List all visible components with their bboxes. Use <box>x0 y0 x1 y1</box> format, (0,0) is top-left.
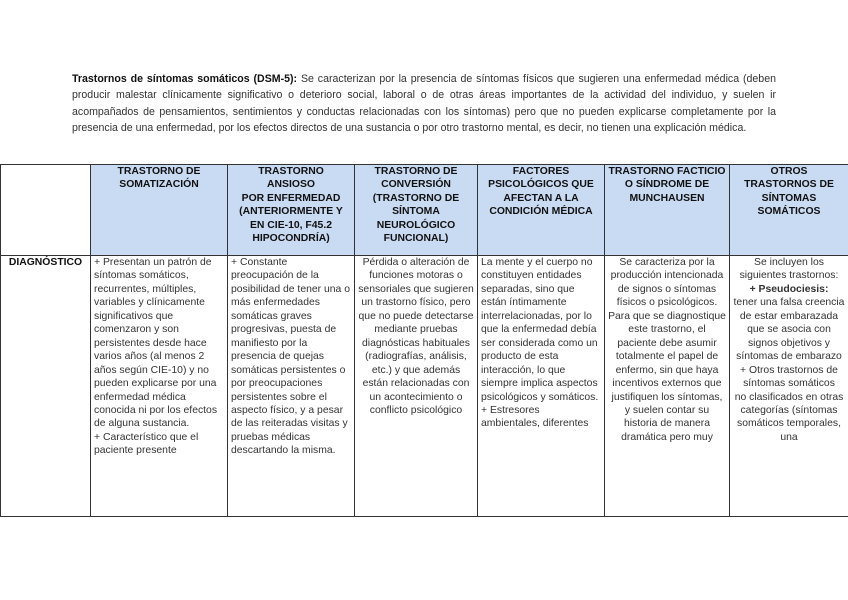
header-ansioso-rest: POR ENFERMEDAD (ANTERIORMENTE Y EN CIE-10, F45.2 HIPOCONDRÍA) <box>239 192 343 245</box>
cell-otros <box>730 256 848 517</box>
intro-paragraph <box>72 71 776 136</box>
corner-cell <box>1 165 91 256</box>
header-conversion: TRASTORNO DE CONVERSIÓN (TRASTORNO DE SÍNTOMA NEUROLÓGICO FUNCIONAL) <box>355 165 478 256</box>
cell-otros-pseudociesis: + Pseudociesis: <box>749 283 829 295</box>
intro-title: Trastornos de síntomas somáticos (DSM-5): <box>72 73 298 85</box>
intro-text: Se caracterizan por la presencia de síntomas físicos que sugieren una enfermedad médica (deben producir malestar clínicamente significativo o deterioro social, laboral o de otras áreas importantes de la actividad del individuo, y suelen ir acompañados de pensamientos, sentimientos y conductas relacionadas con los síntomas) pero que no pueden explicarse completamente por la presencia de una enfermedad, por los efectos directos de una sustancia o por otro trastorno mental, es decir, no tienen una explicación médica. <box>72 73 776 134</box>
header-ansioso <box>228 165 355 256</box>
header-ansioso-line2: ANSIOSO <box>267 179 315 191</box>
cell-otros-intro: Se incluyen los siguientes trastornos: <box>739 257 839 282</box>
cell-facticio: Se caracteriza por la producción intencionada de signos o síntomas físicos o psicológicos. Para que se diagnostique este trastorno, el paciente debe asumir totalmente el papel de enfermo, sin que haya incentivos externos que justifiquen los síntomas, y suelen contar su historia de manera dramática pero muy <box>605 256 730 517</box>
cell-somatizacion: + Presentan un patrón de síntomas somáticos, recurrentes, múltiples, variables y clínicamente significativos que comenzaron y son persistentes desde hace varios años (al menos 2 años según CIE-10) y no pueden explicarse por una enfermedad médica conocida ni por los efectos de alguna sustancia. + Característico que el paciente presente <box>91 256 228 517</box>
header-ansioso-line1: TRASTORNO <box>258 166 324 177</box>
header-otros: OTROS TRASTORNOS DE SÍNTOMAS SOMÁTICOS <box>730 165 848 256</box>
diagnostico-row <box>1 256 848 517</box>
cell-factores: La mente y el cuerpo no constituyen entidades separadas, sino que están íntimamente interrelacionadas, por lo que la enfermedad debía ser considerada como un producto de esta interacción, lo que siempre implica aspectos psicológicos y somáticos. + Estresores ambientales, diferentes <box>478 256 605 517</box>
header-row <box>1 165 848 256</box>
somatic-disorders-table <box>0 164 848 517</box>
header-somatizacion: TRASTORNO DE SOMATIZACIÓN <box>91 165 228 256</box>
header-factores: FACTORES PSICOLÓGICOS QUE AFECTAN A LA CONDICIÓN MÉDICA <box>478 165 605 256</box>
cell-conversion: Pérdida o alteración de funciones motoras o sensoriales que sugieren un trastorno físico, pero que no puede detectarse mediante pruebas diagnósticas habituales (radiografías, análisis, etc.) y que además están relacionadas con un acontecimiento o conflicto psicológico <box>355 256 478 517</box>
cell-ansioso: + Constante preocupación de la posibilidad de tener una o más enfermedades somáticas graves progresivas, puesta de manifiesto por la presencia de quejas somáticas persistentes o por preocupaciones persistentes sobre el aspecto físico, y a pesar de las reiteradas visitas y pruebas médicas descartando la misma. <box>228 256 355 517</box>
header-facticio: TRASTORNO FACTICIO O SÍNDROME DE MUNCHAUSEN <box>605 165 730 256</box>
row-label-diagnostico: DIAGNÓSTICO <box>1 256 91 517</box>
cell-otros-rest: tener una falsa creencia de estar embarazada que se asocia con signos objetivos y síntomas de embarazo + Otros trastornos de síntomas somáticos no clasificados en otras categorías (síntomas somáticos temporales, una <box>733 297 845 443</box>
